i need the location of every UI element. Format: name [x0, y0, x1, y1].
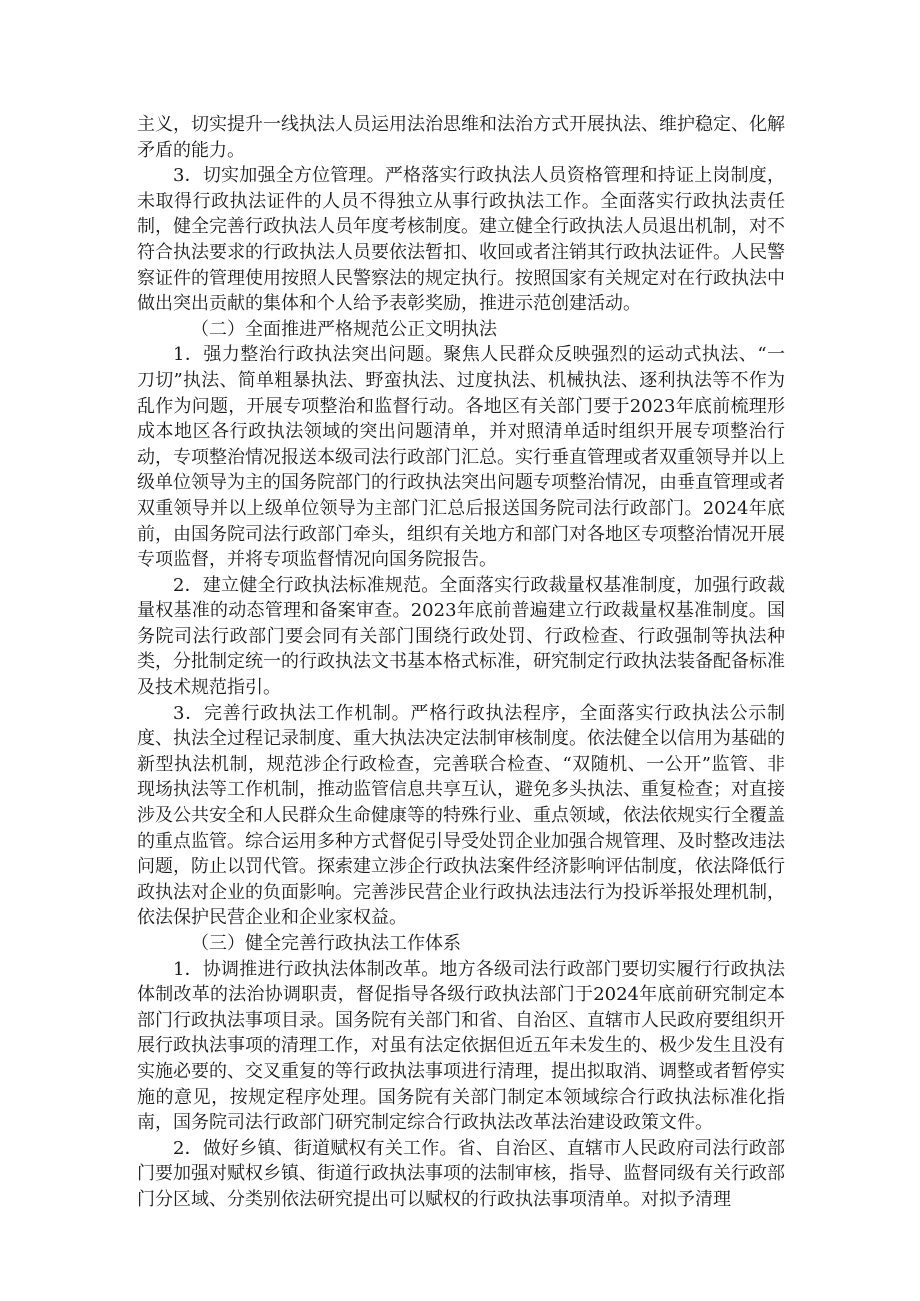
paragraph-item-rectify-problems: 1．强力整治行政执法突出问题。聚焦人民群众反映强烈的运动式执法、“一刀切”执法、简单粗暴执法、野蛮执法、过度执法、机械执法、逐利执法等不作为乱作为问题，开展专项整治和监督行动。各地区有关部门要于2023年底前梳理形成本地区各行政执法领域的突出问题清单，并对照清单适时组织开展专项整治行动，专项整治情况报送本级司法行政部门汇总。实行垂直管理或者双重领导并以上级单位领导为主的国务院部门的行政执法突出问题专项整治情况，由垂直管理或者双重领导并以上级单位领导为主部门汇总后报送国务院司法行政部门。2024年底前，由国务院司法行政部门牵头，组织有关地方和部门对各地区专项整治情况开展专项监督，并将专项监督情况向国务院报告。	[137, 344, 785, 571]
section-heading-work-system: （三）健全完善行政执法工作体系	[191, 933, 461, 954]
paragraph-item-township-empowerment: 2．做好乡镇、街道赋权有关工作。省、自治区、直辖市人民政府司法行政部门要加强对赋权乡镇、街道行政执法事项的法制审核，指导、监督同级有关行政部门分区域、分类别依法研究提出可以赋权的行政执法事项清单。对拟予清理	[137, 1137, 785, 1210]
section-heading-strict-enforcement: （二）全面推进严格规范公正文明执法	[191, 318, 497, 340]
paragraph-item-work-mechanism: 3．完善行政执法工作机制。严格行政执法程序，全面落实行政执法公示制度、执法全过程记录制度、重大执法决定法制审核制度。依法健全以信用为基础的新型执法机制，规范涉企行政检查，完善联合检查、“双随机、一公开”监管、非现场执法等工作机制，推动监管信息共享互认，避免多头执法、重复检查；对直接涉及公共安全和人民群众生命健康等的特殊行业、重点领域，依法依规实行全覆盖的重点监管。综合运用多种方式督促引导受处罚企业加强合规管理、及时整改违法问题，防止以罚代管。探索建立涉企行政执法案件经济影响评估制度，依法降低行政执法对企业的负面影响。完善涉民营企业行政执法违法行为投诉举报处理机制，依法保护民营企业和企业家权益。	[137, 702, 785, 929]
paragraph-item-strengthen-management: 3．切实加强全方位管理。严格落实行政执法人员资格管理和持证上岗制度，未取得行政执法证件的人员不得独立从事行政执法工作。全面落实行政执法责任制，健全完善行政执法人员年度考核制度。建立健全行政执法人员退出机制，对不符合执法要求的行政执法人员要依法暂扣、收回或者注销其行政执法证件。人民警察证件的管理使用按照人民警察法的规定执行。按照国家有关规定对在行政执法中做出突出贡献的集体和个人给予表彰奖励，推进示范创建活动。	[137, 165, 785, 315]
document-body	[137, 112, 785, 1213]
paragraph-continuation: 主义，切实提升一线执法人员运用法治思维和法治方式开展执法、维护稳定、化解矛盾的能力。	[137, 114, 785, 161]
paragraph-item-standards: 2．建立健全行政执法标准规范。全面落实行政裁量权基准制度，加强行政裁量权基准的动态管理和备案审查。2023年底前普遍建立行政裁量权基准制度。国务院司法行政部门要会同有关部门围绕行政处罚、行政检查、行政强制等执法种类，分批制定统一的行政执法文书基本格式标准，研究制定行政执法装备配备标准及技术规范指引。	[137, 574, 785, 699]
paragraph-item-system-reform: 1．协调推进行政执法体制改革。地方各级司法行政部门要切实履行行政执法体制改革的法治协调职责，督促指导各级行政执法部门于2024年底前研究制定本部门行政执法事项目录。国务院有关部门和省、自治区、直辖市人民政府要组织开展行政执法事项的清理工作，对虽有法定依据但近五年未发生的、极少发生且没有实施必要的、交叉重复的等行政执法事项进行清理，提出拟取消、调整或者暂停实施的意见，按规定程序处理。国务院有关部门制定本领域综合行政执法标准化指南，国务院司法行政部门研究制定综合行政执法改革法治建设政策文件。	[137, 958, 785, 1134]
